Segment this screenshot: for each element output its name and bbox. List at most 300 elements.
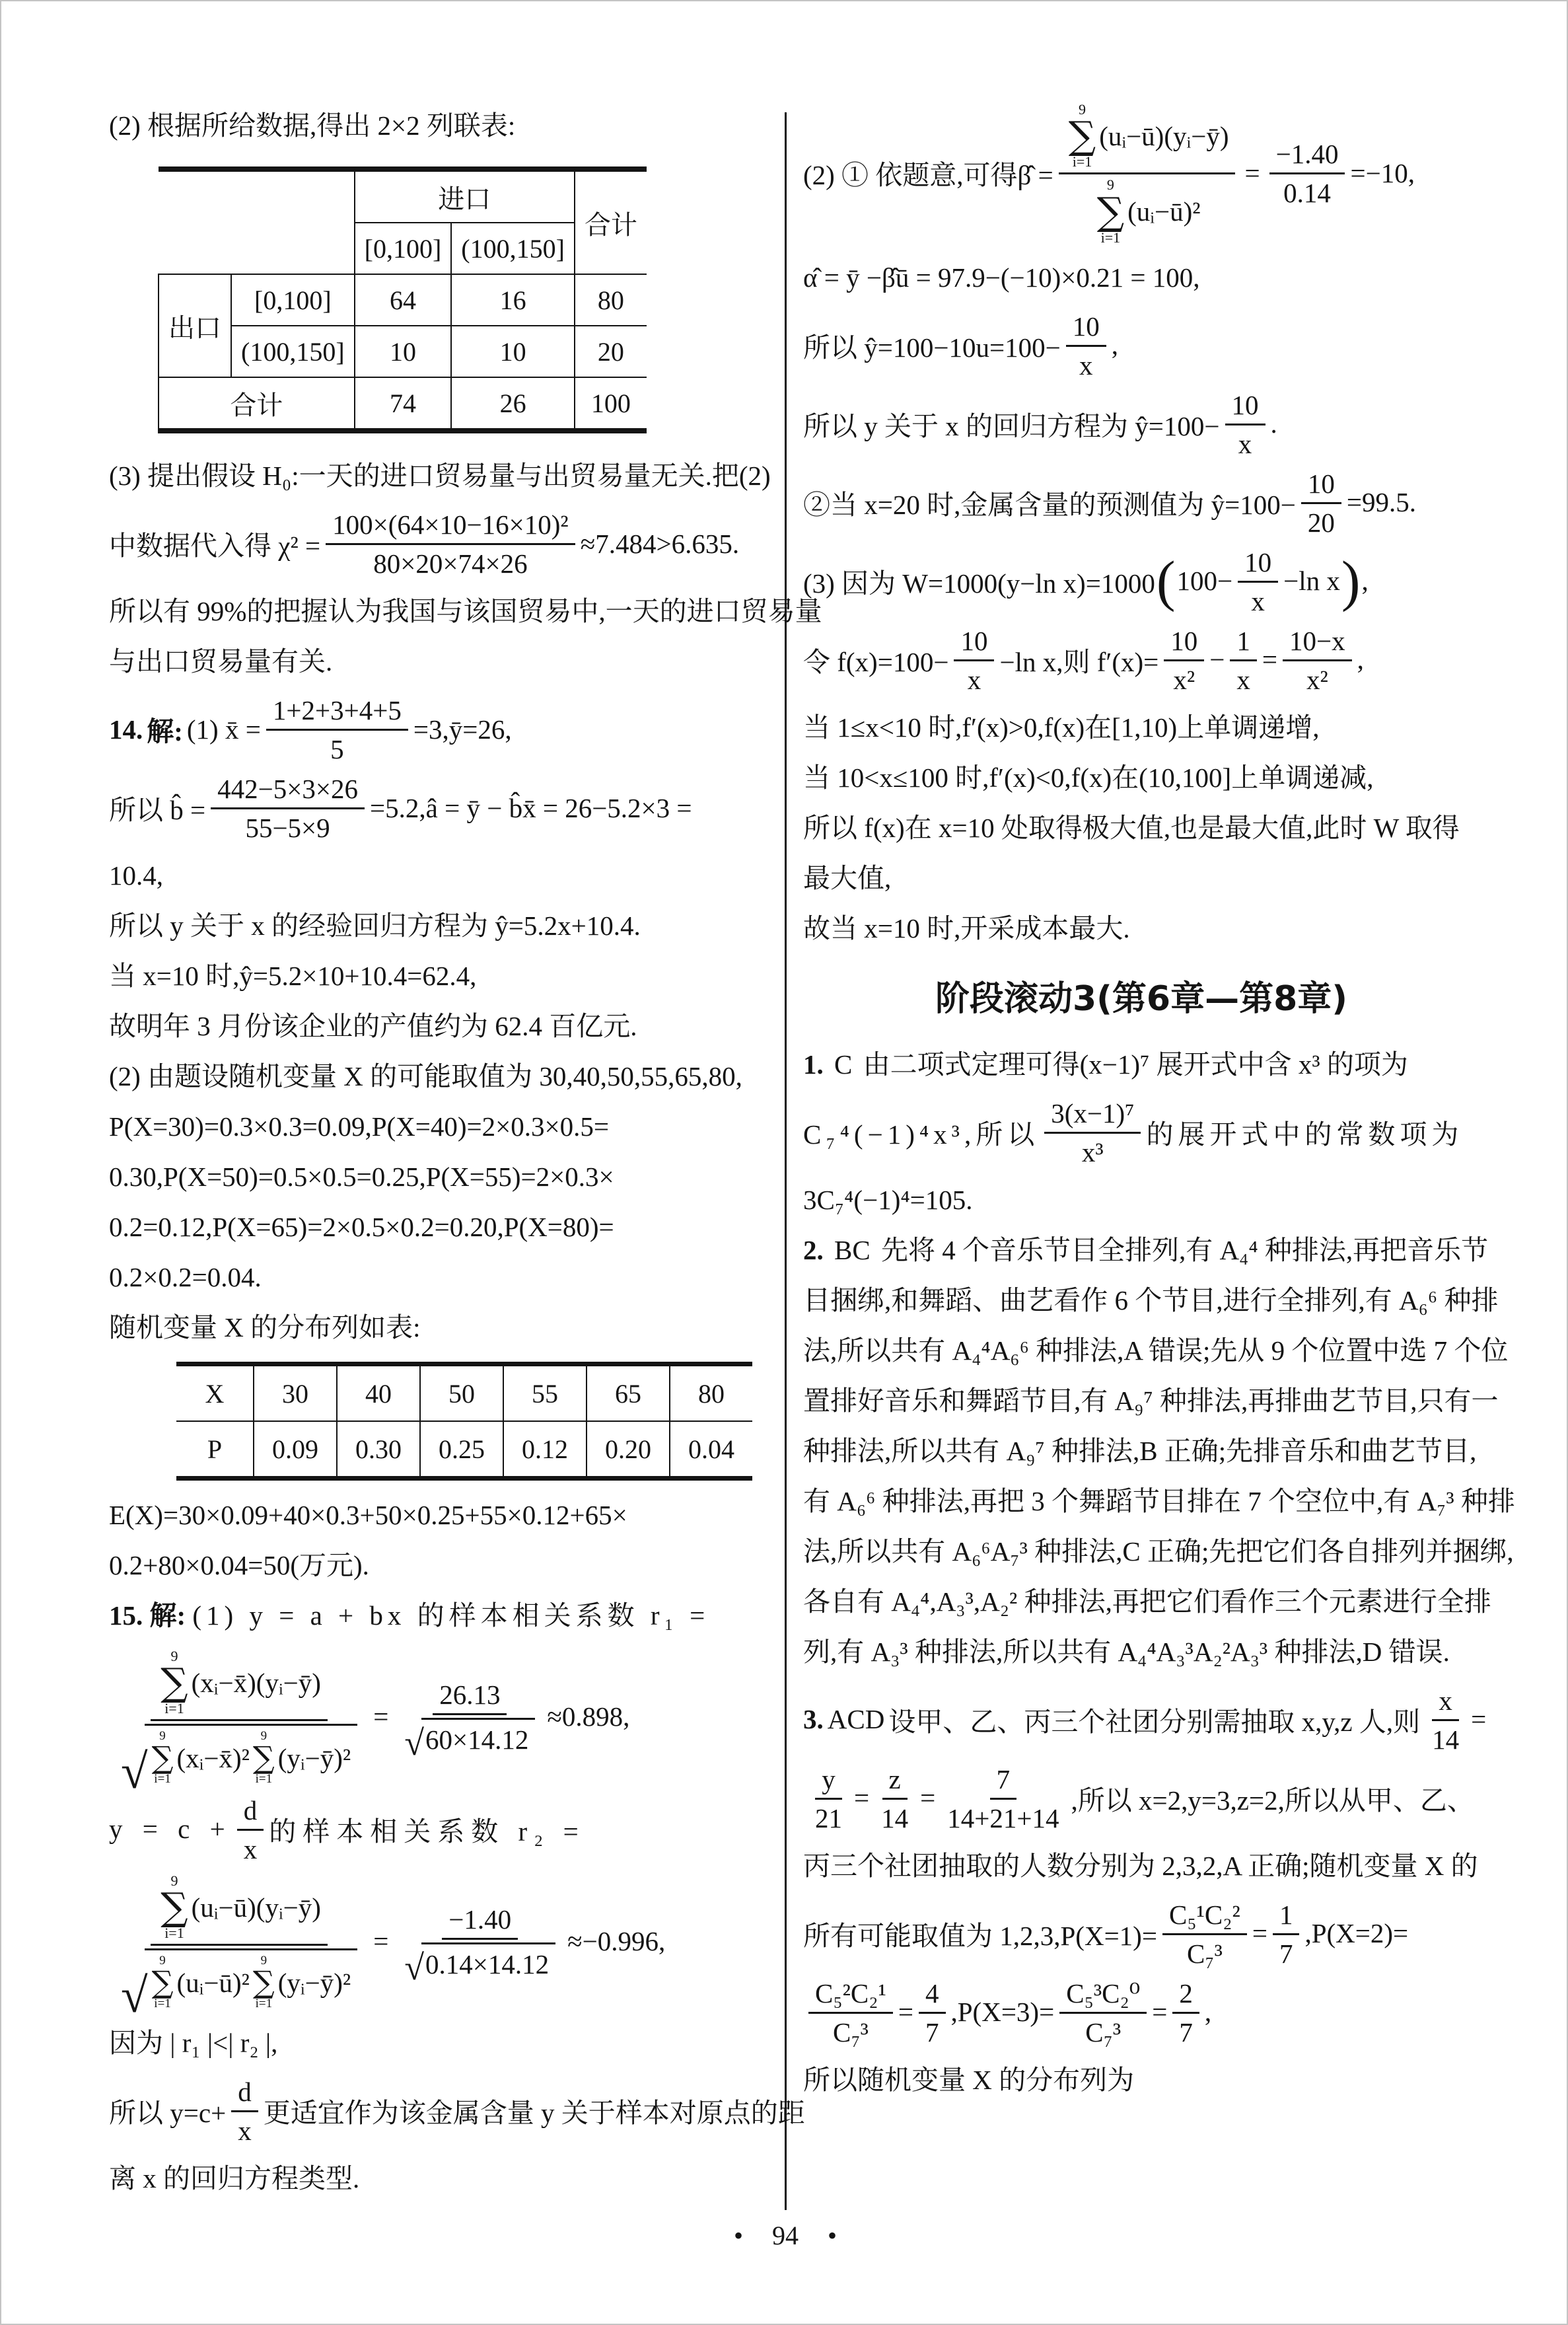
- sigma-icon: ∑: [151, 1740, 174, 1776]
- numerator: d: [231, 2075, 258, 2112]
- numerator: 10: [1066, 309, 1106, 347]
- sum-lower-limit: i=1: [164, 1925, 184, 1942]
- table-cell: 80: [670, 1364, 752, 1422]
- denominator: 80×20×74×26: [373, 548, 528, 579]
- text-line: (2) 根据所给数据,得出 2×2 列联表:: [109, 110, 516, 141]
- fraction: [266, 693, 408, 765]
- fraction: [1230, 624, 1257, 696]
- numerator: C₅¹C₂²: [1162, 1898, 1247, 1935]
- math-text: =: [1152, 1997, 1168, 2028]
- numerator: 10: [1301, 466, 1341, 504]
- table-cell: 0.25: [420, 1421, 503, 1479]
- math-text: ,: [1111, 330, 1118, 361]
- denominator: x: [1238, 428, 1252, 459]
- numerator: 10: [1225, 388, 1265, 425]
- text-line: 最大值,: [803, 862, 892, 893]
- sigma-sum: [160, 1648, 188, 1716]
- math-text: =3,ȳ=26,: [413, 714, 512, 745]
- formula-line: [803, 545, 1479, 617]
- numerator: 2: [1172, 1976, 1199, 2014]
- fraction: [237, 1793, 264, 1865]
- numerator: 1+2+3+4+5: [266, 693, 408, 731]
- math-text: ≈0.898,: [547, 1701, 630, 1732]
- fraction: [1273, 1898, 1300, 1970]
- math-text: ≈−0.996,: [567, 1926, 666, 1957]
- fraction: [919, 1976, 946, 2048]
- section-heading: 阶段滚动3(第6章—第8章): [935, 978, 1348, 1019]
- text-line: E(X)=30×0.09+40×0.3+50×0.25+55×0.12+65×: [109, 1500, 627, 1530]
- text-line: 种排法,所以共有 A₉⁷ 种排法,B 正确;先排音乐和曲艺节目,: [803, 1435, 1477, 1466]
- right-paren: ): [1341, 548, 1361, 612]
- sqrt-content: 0.14×14.12: [421, 1942, 555, 1980]
- item-number: 14.: [109, 714, 143, 745]
- text-line: P(X=30)=0.3×0.3=0.09,P(X=40)=2×0.3×0.5=: [109, 1111, 610, 1142]
- math-text: (uᵢ−ū)²: [176, 1968, 250, 1999]
- right-column: [803, 100, 1515, 2105]
- fraction: [211, 772, 365, 844]
- text-line: 0.2+80×0.04=50(万元).: [109, 1550, 369, 1580]
- math-text: (uᵢ−ū)(yᵢ−ȳ): [1099, 120, 1229, 151]
- fraction: [1059, 1976, 1147, 2048]
- page-number-value: 94: [772, 2221, 799, 2250]
- numerator: 7: [990, 1762, 1017, 1800]
- sum-lower-limit: i=1: [255, 1996, 273, 2011]
- numerator: 100×(64×10−16×10)²: [326, 507, 575, 545]
- math-text: ,P(X=3)=: [950, 1997, 1055, 2028]
- table-cell: 50: [420, 1364, 503, 1422]
- denominator: C₇³: [1186, 1938, 1223, 1969]
- item-number: 15.: [109, 1600, 143, 1631]
- table-cell: 20: [575, 326, 647, 377]
- numerator: C₅³C₂⁰: [1059, 1976, 1147, 2014]
- table-cell: 0.30: [337, 1421, 420, 1479]
- math-text: =: [373, 1701, 389, 1732]
- table-cell: 80: [575, 274, 647, 326]
- math-text: =: [1252, 1918, 1267, 1949]
- table-cell: 16: [451, 274, 575, 326]
- numerator: z: [882, 1762, 908, 1800]
- text-line: 随机变量 X 的分布列如表:: [109, 1312, 421, 1343]
- text-line: 故当 x=10 时,开采成本最大.: [803, 912, 1130, 943]
- table-cell: (100,150]: [451, 223, 575, 274]
- text-line: 列,有 A₃³ 种排法,所以共有 A₄⁴A₃³A₂²A₃³ 种排法,D 错误.: [803, 1636, 1450, 1667]
- text-line: 0.2×0.2=0.04.: [109, 1262, 262, 1292]
- denominator: 7: [925, 2016, 939, 2048]
- text-line: 有 A₆⁶ 种排法,再把 3 个舞蹈节目排在 7 个空位中,有 A₇³ 种排: [803, 1485, 1515, 1516]
- numerator: d: [237, 1793, 264, 1831]
- text-line: 所以 f(x)在 x=10 处取得极大值,也是最大值,此时 W 取得: [803, 812, 1460, 843]
- sum-upper-limit: 9: [1106, 176, 1114, 194]
- math-text: −ln x,则 f′(x)=: [999, 646, 1159, 677]
- text-line: [109, 1590, 788, 1641]
- denominator: [114, 1946, 364, 2024]
- math-text: 更适宜作为该金属含量 y 关于样本对原点的距: [263, 2097, 805, 2128]
- solve-label: 解:: [147, 716, 183, 747]
- sigma-icon: ∑: [160, 1884, 188, 1930]
- table-row: [159, 274, 647, 326]
- math-text: ,: [1357, 644, 1364, 675]
- math-text: ,所以 x=2,y=3,z=2,所以从甲、乙、: [1071, 1785, 1474, 1816]
- text-line: α̂ = ȳ −β̂ū = 97.9−(−10)×0.21 = 100,: [803, 262, 1200, 293]
- text-line: 各自有 A₄⁴,A₃³,A₂² 种排法,再把它们看作三个元素进行全排: [803, 1586, 1491, 1617]
- denominator: [398, 1940, 562, 1987]
- sum-lower-limit: i=1: [154, 1772, 171, 1787]
- math-text: =: [1471, 1704, 1487, 1735]
- denominator: 5: [330, 734, 344, 764]
- math-text: (1) x̄ =: [186, 714, 261, 745]
- denominator: x: [1236, 664, 1250, 695]
- sqrt-radical-icon: √: [404, 1947, 424, 1987]
- text-line: (3) 提出假设 H₀:一天的进口贸易量与出贸易量无关.把(2): [109, 461, 771, 491]
- numerator: −1.40: [442, 1902, 518, 1940]
- fraction: [114, 1872, 364, 2024]
- table-cell: 出口: [159, 274, 231, 377]
- fraction: [1172, 1976, 1199, 2048]
- denominator: 0.14: [1283, 178, 1331, 209]
- sigma-sum: [253, 1954, 275, 2011]
- formula-line: [109, 693, 788, 765]
- table-row: [176, 1364, 752, 1422]
- denominator: x²: [1306, 664, 1328, 695]
- footer-dot-left: •: [733, 2221, 743, 2250]
- sigma-icon: ∑: [160, 1660, 188, 1705]
- formula-line: [803, 466, 1479, 538]
- text-line: 3C₇⁴(−1)⁴=105.: [803, 1184, 973, 1215]
- table-cell: X: [176, 1364, 254, 1422]
- denominator: 7: [1279, 1938, 1293, 1969]
- math-text: 由二项式定理可得(x−1)⁷ 展开式中含 x³ 的项为: [863, 1049, 1408, 1080]
- sigma-sum: [1069, 102, 1096, 170]
- denominator: C₇³: [1085, 2016, 1122, 2048]
- text-line: 法,所以共有 A₄⁴A₆⁶ 种排法,A 错误;先从 9 个位置中选 7 个位: [803, 1335, 1509, 1366]
- math-text: (3) 因为 W=1000(y−ln x)=1000: [803, 568, 1155, 599]
- answer-letter: BC: [834, 1234, 871, 1265]
- text-line: 所以 y 关于 x 的经验回归方程为 ŷ=5.2x+10.4.: [109, 910, 641, 941]
- text-line: 10.4,: [109, 860, 163, 891]
- math-text: (uᵢ−ū)²: [1127, 196, 1201, 227]
- math-text: ,P(X=2)=: [1304, 1918, 1409, 1949]
- formula-r2: [109, 1872, 788, 2024]
- fraction: [326, 507, 575, 579]
- table-cell: P: [176, 1421, 254, 1479]
- text-line: 置排好音乐和舞蹈节目,有 A₉⁷ 种排法,再排曲艺节目,只有一: [803, 1385, 1499, 1416]
- numerator: 10−x: [1283, 624, 1352, 661]
- table-cell: 30: [254, 1364, 337, 1422]
- sqrt-radical-icon: √: [121, 1744, 148, 1799]
- left-column: [109, 100, 822, 2203]
- denominator: [1087, 174, 1207, 245]
- denominator: 14+21+14: [947, 1802, 1059, 1833]
- table-cell: 0.12: [503, 1421, 587, 1479]
- distribution-table: [176, 1362, 752, 1481]
- sigma-sum: [1097, 177, 1124, 245]
- math-text: 的样本相关系数 r₂ =: [269, 1816, 585, 1847]
- fraction: [1164, 624, 1204, 696]
- numerator: x: [1432, 1683, 1459, 1721]
- math-text: ,: [1204, 1997, 1212, 2028]
- table-cell: 10: [355, 326, 452, 377]
- fraction: [874, 1762, 915, 1834]
- text-line: [803, 1039, 1479, 1089]
- math-text: (yᵢ−ȳ)²: [277, 1743, 351, 1774]
- sigma-icon: ∑: [252, 1964, 275, 2001]
- fraction: [1238, 545, 1278, 617]
- denominator: 14: [881, 1802, 909, 1833]
- math-text: (yᵢ−ȳ)²: [277, 1968, 351, 1999]
- denominator: 14: [1432, 1724, 1460, 1755]
- item-number: 3.: [803, 1704, 824, 1735]
- formula-line: [803, 1976, 1479, 2048]
- text-line: 丙三个社团抽取的人数分别为 2,3,2,A 正确;随机变量 X 的: [803, 1850, 1478, 1881]
- left-paren: (: [1156, 548, 1176, 612]
- fraction: [808, 1976, 893, 2048]
- text-line: 所以随机变量 X 的分布列为: [803, 2064, 1135, 2095]
- fraction: [1044, 1096, 1141, 1168]
- numerator: −1.40: [1269, 137, 1345, 174]
- table-row: [176, 1421, 752, 1479]
- sum-lower-limit: i=1: [255, 1772, 273, 1787]
- sum-upper-limit: 9: [159, 1729, 166, 1744]
- sigma-icon: ∑: [1068, 113, 1096, 159]
- sigma-icon: ∑: [252, 1740, 275, 1776]
- numerator: [151, 1872, 328, 1946]
- math-text: 先将 4 个音乐节目全排列,有 A₄⁴ 种排法,再把音乐节: [880, 1234, 1489, 1265]
- sigma-icon: ∑: [151, 1964, 174, 2001]
- formula-line: [803, 624, 1479, 696]
- formula-line: [803, 1898, 1479, 1970]
- denominator: C₇³: [832, 2016, 869, 2048]
- solve-label: 解:: [149, 1600, 186, 1631]
- sum-upper-limit: 9: [170, 1872, 178, 1889]
- denominator: 20: [1307, 507, 1335, 538]
- text-line: [803, 1225, 1489, 1275]
- math-text: 所以 b̂ =: [109, 795, 206, 825]
- math-text: 中数据代入得 χ² =: [109, 531, 321, 561]
- fraction: [231, 2075, 258, 2147]
- sqrt-content: [145, 1724, 358, 1786]
- text-line: 当 1≤x<10 时,f′(x)>0,f(x)在[1,10)上单调递增,: [803, 712, 1320, 743]
- sum-lower-limit: i=1: [154, 1996, 171, 2011]
- numerator: 10: [954, 624, 994, 661]
- table-cell: [0,100]: [231, 274, 355, 326]
- sum-lower-limit: i=1: [164, 1700, 184, 1717]
- numerator: 10: [1164, 624, 1204, 661]
- formula-line: [803, 1683, 1487, 1755]
- numerator: 10: [1238, 545, 1278, 583]
- sqrt-radical-icon: √: [404, 1722, 424, 1763]
- math-text: =: [854, 1783, 870, 1814]
- numerator: [1059, 100, 1236, 174]
- numerator: y: [815, 1762, 842, 1800]
- denominator: [114, 1721, 364, 1799]
- footer-dot-right: •: [828, 2221, 837, 2250]
- sigma-sum: [253, 1730, 275, 1786]
- fraction: [954, 624, 994, 696]
- sum-lower-limit: i=1: [1072, 153, 1092, 170]
- text-line: 离 x 的回归方程类型.: [109, 2162, 360, 2194]
- numerator: 3(x−1)⁷: [1044, 1096, 1141, 1134]
- sigma-icon: ∑: [1096, 188, 1125, 234]
- denominator: x: [1251, 585, 1265, 616]
- text-line: 因为 | r₁ |<| r₂ |,: [109, 2027, 278, 2058]
- table-row: [159, 169, 647, 223]
- math-text: 所有可能取值为 1,2,3,P(X=1)=: [803, 1920, 1157, 1951]
- table-row: [159, 326, 647, 377]
- text-line: 故明年 3 月份该企业的产值约为 62.4 百亿元.: [109, 1011, 637, 1041]
- formula-line: [803, 388, 1479, 460]
- page-number: [1, 2220, 1568, 2251]
- math-text: 的展开式中的常数项为: [1146, 1119, 1464, 1150]
- sum-upper-limit: 9: [170, 1648, 178, 1664]
- table-cell-blank: [159, 169, 355, 274]
- math-text: =: [1262, 644, 1278, 675]
- sum-upper-limit: 9: [1079, 101, 1086, 118]
- table-cell: 合计: [159, 377, 355, 431]
- sum-upper-limit: 9: [159, 1954, 166, 1968]
- numerator: 442−5×3×26: [211, 772, 365, 809]
- sqrt-content: 60×14.12: [421, 1718, 535, 1755]
- math-text: 所以 y=c+: [109, 2097, 227, 2128]
- denominator: x: [967, 664, 981, 695]
- formula-line: [109, 2075, 805, 2147]
- math-text: =5.2,â = ȳ − b̂x̄ = 26−5.2×3 =: [370, 792, 692, 823]
- table-cell: 100: [575, 377, 647, 431]
- table-cell: 10: [451, 326, 575, 377]
- math-text: y = c +: [109, 1814, 232, 1845]
- table-cell: 合计: [575, 169, 647, 274]
- math-text: 设甲、乙、丙三个社团分别需抽取 x,y,z 人,则: [888, 1706, 1421, 1737]
- sum-upper-limit: 9: [260, 1729, 267, 1744]
- math-text: ②当 x=20 时,金属含量的预测值为 ŷ=100−: [803, 489, 1296, 520]
- denominator: x: [238, 2115, 252, 2146]
- math-text: =: [898, 1997, 913, 2028]
- math-text: (2) ① 依题意,可得β̂ =: [803, 160, 1053, 191]
- denominator: 21: [815, 1802, 842, 1833]
- fraction: [1059, 100, 1236, 246]
- math-text: =−10,: [1350, 157, 1415, 188]
- fraction: [941, 1762, 1065, 1834]
- numerator: [151, 1647, 328, 1721]
- table-cell: 40: [337, 1364, 420, 1422]
- numerator: 1: [1273, 1898, 1300, 1935]
- math-text: .: [1270, 408, 1277, 439]
- fraction: [1225, 388, 1265, 460]
- table-cell: 55: [503, 1364, 587, 1422]
- formula-chi-square: [109, 507, 788, 579]
- text-line: 当 x=10 时,ŷ=5.2×10+10.4=62.4,: [109, 961, 477, 991]
- fraction: [114, 1647, 364, 1799]
- sigma-sum: [160, 1873, 188, 1941]
- math-text: 所以 y 关于 x 的回归方程为 ŷ=100−: [803, 410, 1220, 441]
- sum-upper-limit: 9: [260, 1954, 267, 1968]
- table-cell: 65: [587, 1364, 670, 1422]
- denominator: x²: [1173, 664, 1195, 695]
- table-cell: 0.04: [670, 1421, 752, 1479]
- fraction: [398, 1678, 542, 1763]
- formula-r1: [109, 1647, 788, 1799]
- math-text: (xᵢ−x̄)(yᵢ−ȳ): [191, 1667, 321, 1698]
- answer-letter: ACD: [827, 1704, 885, 1735]
- denominator: x: [1079, 350, 1093, 381]
- fraction: [1425, 1683, 1466, 1755]
- math-text: (xᵢ−x̄)²: [176, 1743, 250, 1774]
- math-text: =: [1244, 157, 1260, 188]
- text-line: 0.30,P(X=50)=0.5×0.5=0.25,P(X=55)=2×0.3×: [109, 1162, 614, 1192]
- formula-line: [109, 1793, 788, 1865]
- fraction: [1162, 1898, 1247, 1970]
- math-text: (uᵢ−ū)(yᵢ−ȳ): [191, 1892, 321, 1923]
- fraction: [398, 1902, 562, 1987]
- text-line: (2) 由题设随机变量 X 的可能取值为 30,40,50,55,65,80,: [109, 1061, 742, 1091]
- math-text: ≈7.484>6.635.: [580, 528, 740, 559]
- fraction: [1283, 624, 1352, 696]
- denominator: x³: [1081, 1136, 1104, 1167]
- numerator: C₅²C₂¹: [808, 1976, 893, 2014]
- sqrt-content: [145, 1948, 358, 2011]
- formula-line: [803, 1762, 1479, 1834]
- fraction: [808, 1762, 849, 1834]
- table-cell: 0.20: [587, 1421, 670, 1479]
- text-line: 所以有 99%的把握认为我国与该国贸易中,一天的进口贸易量: [109, 596, 822, 626]
- fraction: [1066, 309, 1106, 381]
- table-cell: 0.09: [254, 1421, 337, 1479]
- denominator: 7: [1179, 2016, 1193, 2048]
- table-cell: 74: [355, 377, 452, 431]
- math-text: C₇⁴(−1)⁴x³,所以: [803, 1119, 1040, 1150]
- table-row: [159, 377, 647, 431]
- text-line: 0.2=0.12,P(X=65)=2×0.5×0.2=0.20,P(X=80)=: [109, 1212, 614, 1242]
- text-line: 目捆绑,和舞蹈、曲艺看作 6 个节目,进行全排列,有 A₆⁶ 种排: [803, 1284, 1499, 1315]
- numerator: 1: [1230, 624, 1257, 661]
- math-text: =: [920, 1783, 936, 1814]
- fraction: [1301, 466, 1341, 538]
- math-text: ,: [1361, 566, 1369, 597]
- text-line: 当 10<x≤100 时,f′(x)<0,f(x)在(10,100]上单调递减,: [803, 762, 1374, 793]
- math-text: (1) y = a + bx 的样本相关系数 r₁ =: [192, 1600, 710, 1631]
- numerator: 26.13: [433, 1678, 507, 1715]
- item-number: 2.: [803, 1234, 824, 1265]
- math-text: 令 f(x)=100−: [803, 646, 949, 677]
- math-text: −ln x: [1283, 566, 1340, 597]
- math-text: −: [1209, 644, 1225, 675]
- table-cell: 进口: [355, 169, 575, 223]
- math-text: =: [373, 1926, 389, 1957]
- formula-line: [803, 1096, 1479, 1168]
- numerator: 4: [919, 1976, 946, 2014]
- formula-beta: [803, 100, 1479, 246]
- denominator: 55−5×9: [245, 813, 330, 843]
- item-number: 1.: [803, 1049, 824, 1080]
- sigma-sum: [152, 1730, 174, 1786]
- sum-lower-limit: i=1: [1100, 229, 1121, 246]
- table-cell: (100,150]: [231, 326, 355, 377]
- math-text: 100−: [1176, 566, 1233, 597]
- text-line: 与出口贸易量有关.: [109, 646, 333, 677]
- contingency-table: [158, 166, 647, 433]
- sqrt-radical-icon: √: [121, 1969, 148, 2024]
- math-text: =99.5.: [1346, 487, 1416, 518]
- denominator: [398, 1715, 542, 1763]
- sigma-sum: [152, 1954, 174, 2011]
- formula-line: [109, 772, 788, 844]
- table-cell: 26: [451, 377, 575, 431]
- formula-line: [803, 309, 1479, 381]
- math-text: 所以 ŷ=100−10u=100−: [803, 332, 1061, 363]
- fraction: [1269, 137, 1345, 209]
- table-cell: [0,100]: [355, 223, 452, 274]
- denominator: x: [243, 1833, 258, 1864]
- table-cell: 64: [355, 274, 452, 326]
